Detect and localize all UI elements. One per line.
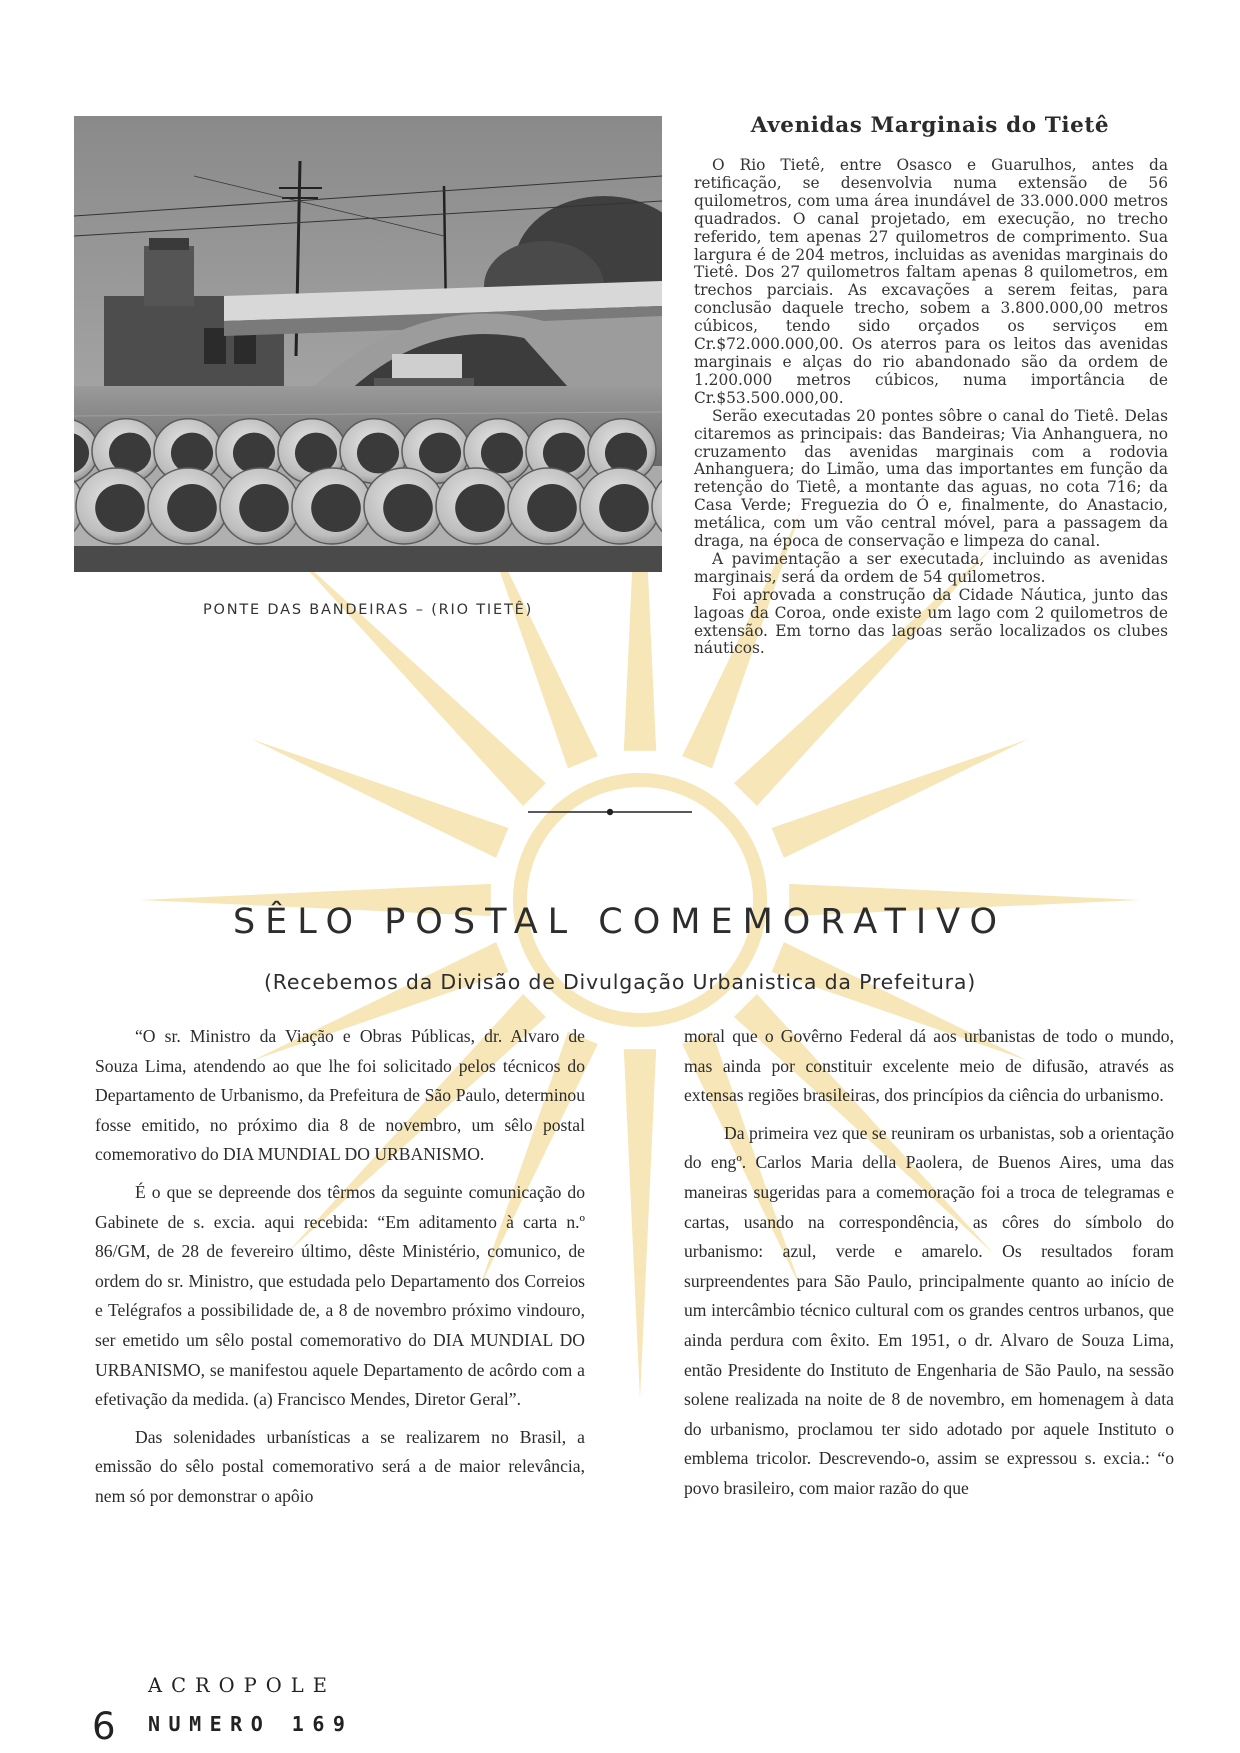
article-body — [694, 157, 1168, 658]
article-paragraph: O Rio Tietê, entre Osasco e Guarulhos, antes da retificação, se desenvolvia numa extensão de 56 quilometros, com uma área inundável de 33.000.000 metros quadrados. O canal projetado, em execução, no trecho referido, tem apenas 27 quilometros de comprimento. Sua largura é de 204 metros, incluidas as avenidas marginais do Tietê. Dos 27 quilometros faltam apenas 8 quilometros, em trechos parciais. As excavações a serem feitas, para conclusão daquele trecho, sobem a 3.800.000,00 metros cúbicos, tendo sido orçados os serviços em Cr.$72.000.000,00. Os aterros para os leitos das avenidas marginais e alças do rio abandonado são da ordem de 1.200.000 metros cúbicos, numa importância de Cr.$53.500.000,00. — [694, 156, 1168, 407]
photo-caption: PONTE DAS BANDEIRAS – (RIO TIETÊ) — [202, 602, 534, 618]
body-paragraph: Da primeira vez que se reuniram os urbanistas, sob a orientação do engº. Carlos Maria della Paolera, de Buenos Aires, uma das maneiras sugeridas para a comemoração foi a troca de telegramas e cartas, usando na correspondência, as côres do símbolo do urbanismo: azul, verde e amarelo. Os resultados foram surpreendentes para São Paulo, principalmente quanto ao início de um intercâmbio técnico cultural com os grandes centros urbanos, que ainda perdura com êxito. Em 1951, o dr. Alvaro de Souza Lima, então Presidente do Instituto de Engenharia de São Paulo, na sessão solene realizada na noite de 8 de novembro, em homenagem à data do urbanismo, proclamou ter sido adotado por aquele Instituto o emblema tricolor. Descrevendo-o, assim se expressou s. excia.: “o povo brasileiro, com maior razão do que — [684, 1122, 1174, 1498]
magazine-issue: NUMERO 169 — [148, 1712, 354, 1736]
article-title: Avenidas Marginais do Tietê — [750, 113, 1110, 138]
section-subtitle: (Recebemos da Divisão de Divulgação Urbanistica da Prefeitura) — [263, 970, 977, 994]
article-paragraph: A pavimentação a ser executada, incluindo as avenidas marginais, será da ordem de 54 quilometros. — [694, 549, 1168, 586]
body-paragraph-continued: moral que o Govêrno Federal dá aos urbanistas de todo o mundo, mas ainda por constituir excelente meio de difusão, através as extensas regiões brasileiras, dos princípios da ciência do urbanismo. — [684, 1026, 1174, 1106]
bridge-photo — [74, 116, 662, 572]
right-column — [684, 1022, 1174, 1512]
body-paragraph: É o que se depreende dos têrmos da seguinte comunicação do Gabinete de s. excia. aqui recebida: “Em aditamento à carta n.º 86/GM, de 28 de fevereiro último, dêste Ministério, comunico, de ordem do sr. Ministro, que estudada pelo Departamento dos Correios e Telégrafos a possibilidade de, a 8 de novembro próximo vindouro, ser emetido um sêlo postal comemorativo do DIA MUNDIAL DO URBANISMO, se manifestou aquele Departamento de acôrdo com a efetivação da medida. (a) Francisco Mendes, Diretor Geral”. — [95, 1181, 585, 1410]
body-paragraph: “O sr. Ministro da Viação e Obras Públicas, dr. Alvaro de Souza Lima, atendendo ao que lhe foi solicitado pelos técnicos do Departamento de Urbanismo, da Prefeitura de São Paulo, determinou fosse emitido, no próximo dia 8 de novembro, um sêlo postal comemorativo do DIA MUNDIAL DO URBANISMO. — [95, 1026, 585, 1165]
left-column — [95, 1022, 585, 1520]
section-title: SÊLO POSTAL COMEMORATIVO — [232, 902, 1008, 942]
ornament-divider — [528, 806, 692, 818]
magazine-name: ACROPOLE — [148, 1674, 336, 1697]
page-number: 6 — [92, 1705, 116, 1748]
article-paragraph: Foi aprovada a construção da Cidade Náutica, junto das lagoas da Coroa, onde existe um lago com 2 quilometros de extensão. Em torno das lagoas serão localizados os clubes náuticos. — [694, 585, 1168, 658]
article-paragraph: Serão executadas 20 pontes sôbre o canal do Tietê. Delas citaremos as principais: das Bandeiras; Via Anhanguera, no cruzamento das avenidas marginais com a rodovia Anhanguera; do Limão, uma das importantes em função da retenção do Tietê, a montante das aguas, no cota 716; da Casa Verde; Freguezia do Ó e, finalmente, do Anastacio, metálica, com um vão central móvel, para a passagem da draga, na época de conservação e limpeza do canal. — [694, 406, 1168, 551]
body-paragraph: Das solenidades urbanísticas a se realizarem no Brasil, a emissão do sêlo postal comemorativo será a de maior relevância, nem só por demonstrar o apôio — [95, 1426, 585, 1506]
